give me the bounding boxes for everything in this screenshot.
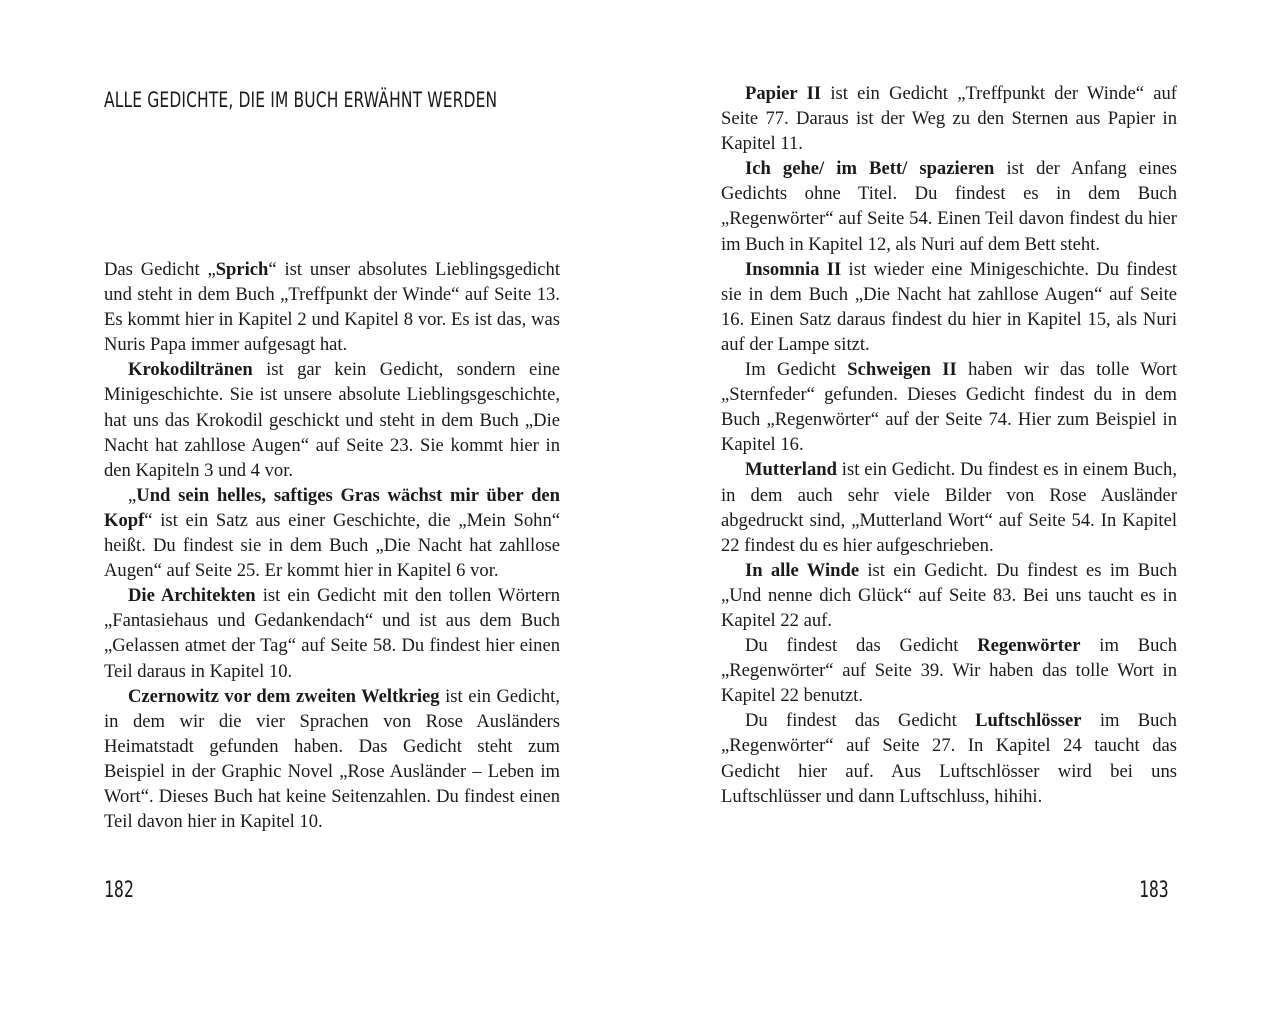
poem-entry-regenwoerter xyxy=(721,633,1177,708)
poem-title: Czernowitz vor dem zweiten Weltkrieg xyxy=(128,685,440,707)
poem-title: Schweigen II xyxy=(847,359,957,381)
entry-text: “ ist unser absolutes Lieblingsgedicht und steht in dem Buch „Treffpunkt der Winde“ auf Seite 13. Es kommt hier in Kapitel 2 und Kapitel 8 vor. Es ist das, was Nuris Papa immer aufgesagt hat. xyxy=(104,259,560,356)
poem-entry-ich-gehe xyxy=(721,156,1177,256)
entry-text: ist ein Gedicht. Du findest es in einem Buch, in dem auch sehr viele Bilder von Rose Ausländer abgedruckt sind, „Mutterland Wort“ auf Seite 54. In Kapitel 22 findest du es hier aufgeschrieben. xyxy=(721,459,1177,556)
page-number: 183 xyxy=(1139,878,1169,903)
poem-entry-schweigen xyxy=(721,357,1177,457)
poem-entry-insomnia xyxy=(721,257,1177,357)
poem-entry-in-alle-winde xyxy=(721,558,1177,633)
page-number: 182 xyxy=(104,878,134,903)
poem-title: Sprich xyxy=(215,259,269,280)
entry-text: haben wir das tolle Wort „Sternfeder“ gefunden. Dieses Gedicht findest du in dem Buch „Regenwörter“ auf der Seite 74. Hier zum Beispiel in Kapitel 16. xyxy=(721,359,1177,456)
right-page xyxy=(721,0,1177,1019)
entry-text: im Buch „Regenwörter“ auf Seite 27. In Kapitel 24 taucht das Gedicht hier auf. Aus Luftschlösser wird bei uns Luftschlüsser und dann Luftschluss, hihihi. xyxy=(721,710,1177,807)
entry-text: ist ein Gedicht mit den tollen Wörtern „Fantasiehaus und Gedankendach“ und ist aus dem Buch „Gelassen atmet der Tag“ auf Seite 58. Du findest hier einen Teil daraus in Kapitel 10. xyxy=(104,585,560,682)
poem-entry-czernowitz xyxy=(104,684,560,835)
poem-title: Insomnia II xyxy=(745,258,842,280)
poem-title: Ich gehe/ im Bett/ spazieren xyxy=(745,158,995,180)
poem-title: Krokodiltränen xyxy=(128,359,253,381)
entry-text: “ ist ein Satz aus einer Geschichte, die „Mein Sohn“ heißt. Du findest sie in dem Buch „Die Nacht hat zahllose Augen“ auf Seite 25. Er kommt hier in Kapitel 6 vor. xyxy=(104,509,560,582)
poem-title: Mutterland xyxy=(745,459,837,481)
poem-entry-mutterland xyxy=(721,457,1177,557)
entry-text-before: Das Gedicht „ xyxy=(104,259,216,280)
poem-entry-gras xyxy=(104,483,560,583)
page-heading: ALLE GEDICHTE, DIE IM BUCH ERWÄHNT WERDEN xyxy=(104,88,498,113)
entry-text: im Buch „Regenwörter“ auf Seite 39. Wir haben das tolle Wort in Kapitel 22 benutzt. xyxy=(721,635,1177,707)
poem-title: Luftschlösser xyxy=(975,710,1082,732)
poem-title: Die Architekten xyxy=(128,585,256,607)
entry-text: ist wieder eine Minigeschichte. Du findest sie in dem Buch „Die Nacht hat zahllose Augen“ auf Seite 16. Einen Satz daraus findest du hier in Kapitel 15, als Nuri auf der Lampe sitzt. xyxy=(721,258,1177,355)
left-page-body xyxy=(104,257,560,834)
entry-text: ist ein Gedicht, in dem wir die vier Sprachen von Rose Ausländers Heimatstadt gefunden haben. Das Gedicht steht zum Beispiel in der Graphic Novel „Rose Ausländer – Leben im Wort“. Dieses Buch hat keine Seitenzahlen. Du findest einen Teil davon hier in Kapitel 10. xyxy=(104,685,560,833)
poem-entry-sprich xyxy=(104,257,560,357)
entry-text-before: „ xyxy=(128,484,137,506)
entry-text-before: Du findest das Gedicht xyxy=(745,635,978,657)
entry-text-before: Im Gedicht xyxy=(745,359,848,381)
poem-title: In alle Winde xyxy=(745,559,860,581)
right-page-body xyxy=(721,81,1177,809)
entry-text: ist der Anfang eines Gedichts ohne Titel. Du findest es in dem Buch „Regenwörter“ auf Seite 54. Einen Teil davon findest du hier im Buch in Kapitel 12, als Nuri auf dem Bett steht. xyxy=(721,158,1177,255)
poem-title: Papier II xyxy=(745,83,822,104)
poem-title: Regenwörter xyxy=(977,635,1081,657)
poem-entry-architekten xyxy=(104,583,560,683)
poem-entry-luftschloesser xyxy=(721,708,1177,808)
left-page xyxy=(104,0,560,1019)
entry-text-before: Du findest das Gedicht xyxy=(745,710,976,732)
poem-entry-papier xyxy=(721,81,1177,156)
entry-text: ist gar kein Gedicht, sondern eine Minigeschichte. Sie ist unsere absolute Lieblingsgeschichte, hat uns das Krokodil geschickt und steht in dem Buch „Die Nacht hat zahllose Augen“ auf Seite 23. Sie kommt hier in den Kapiteln 3 und 4 vor. xyxy=(104,359,560,481)
poem-title: Und sein helles, saftiges Gras wächst mir über den Kopf xyxy=(104,484,560,531)
poem-entry-krokodiltraenen xyxy=(104,357,560,482)
entry-text: ist ein Gedicht „Treffpunkt der Winde“ auf Seite 77. Daraus ist der Weg zu den Sternen aus Papier in Kapitel 11. xyxy=(721,83,1178,155)
entry-text: ist ein Gedicht. Du findest es im Buch „Und nenne dich Glück“ auf Seite 83. Bei uns taucht es in Kapitel 22 auf. xyxy=(721,559,1177,631)
